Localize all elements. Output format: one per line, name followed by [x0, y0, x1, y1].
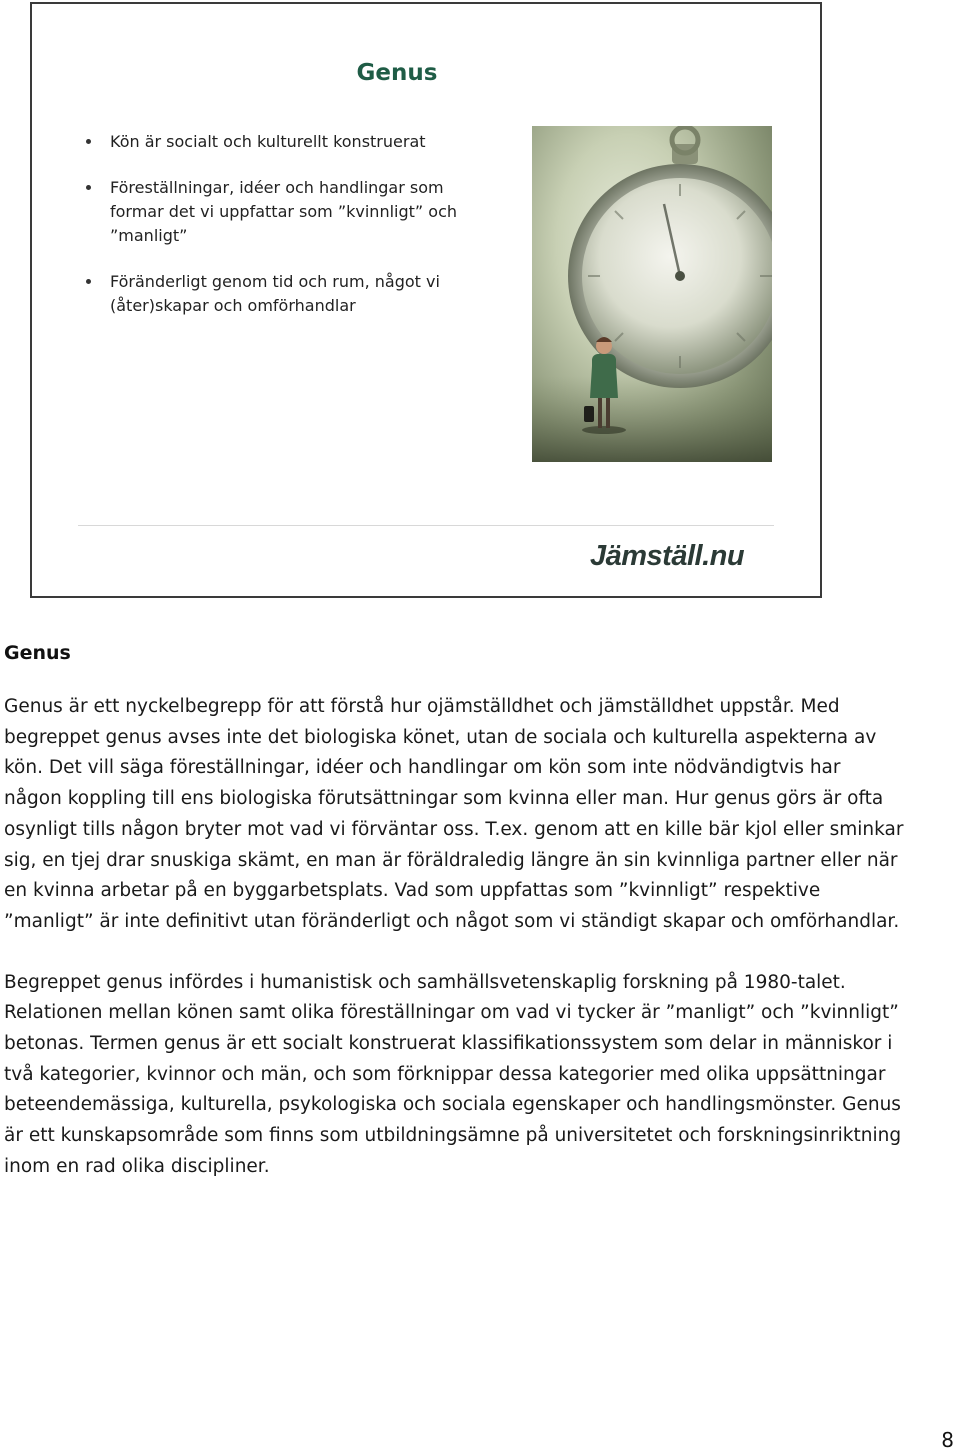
- notes-paragraph: Begreppet genus infördes i humanistisk och samhällsvetenskaplig forskning på 1980-talet. Relationen mellan könen samt olika föreställningar om vad vi tycker är ”manligt” och ”kvinnligt” betonas. Termen genus är ett socialt konstruerat klassifikationssystem som delar in människor i två kategorier, kvinnor och män, och som förknippar dessa kategorier med olika uppsättningar beteendemässiga, kulturella, psykologiska och sociala egenskaper och handlingsmönster. Genus är ett kunskapsområde som finns som utbildningsämne på universitetet och forskningsinriktning inom en rad olika discipliner.: [4, 971, 902, 1177]
- slide-bullet-list: [86, 130, 466, 340]
- bullet-dot-icon: [86, 279, 91, 284]
- slide-title: Genus: [356, 60, 438, 86]
- speaker-notes: [4, 642, 904, 1213]
- stopwatch-figurine-image: [532, 126, 772, 462]
- slide-bullet-item: [86, 270, 466, 318]
- notes-title: Genus: [4, 642, 71, 664]
- slide-divider: [78, 525, 774, 526]
- slide-frame: [30, 2, 822, 598]
- slide-bullet-text: Föreställningar, idéer och handlingar som formar det vi uppfattar som ”kvinnligt” och ”manligt”: [110, 178, 458, 245]
- page-number: 8: [941, 1428, 954, 1452]
- slide-bullet-item: [86, 176, 466, 248]
- jamstall-logo: Jämställ.nu: [590, 540, 745, 572]
- bullet-dot-icon: [86, 185, 91, 190]
- stopwatch-illustration: [532, 126, 772, 462]
- slide-bullet-item: [86, 130, 466, 154]
- bullet-dot-icon: [86, 139, 91, 144]
- slide-bullet-text: Kön är socialt och kulturellt konstruerat: [110, 132, 426, 151]
- slide-bullet-text: Föränderligt genom tid och rum, något vi (åter)skapar och omförhandlar: [110, 272, 440, 315]
- notes-paragraph: Genus är ett nyckelbegrepp för att förstå hur ojämställdhet och jämställdhet uppstår. Med begreppet genus avses inte det biologiska könet, utan de sociala och kulturella aspekterna av kön. Det vill säga föreställningar, idéer och handlingar om kön som inte nödvändigtvis har någon koppling till ens biologiska förutsättningar som kvinna eller man. Hur genus görs är ofta osynligt tills någon bryter mot vad vi förväntar oss. T.ex. genom att en kille bär kjol eller sminkar sig, en tjej drar snuskiga skämt, en man är föräldraledig längre än sin kvinnliga partner eller när en kvinna arbetar på en byggarbetsplats. Vad som uppfattas som ”kvinnligt” respektive ”manligt” är inte definitivt utan föränderligt och något som vi ständigt skapar och omförhandlar.: [4, 696, 904, 932]
